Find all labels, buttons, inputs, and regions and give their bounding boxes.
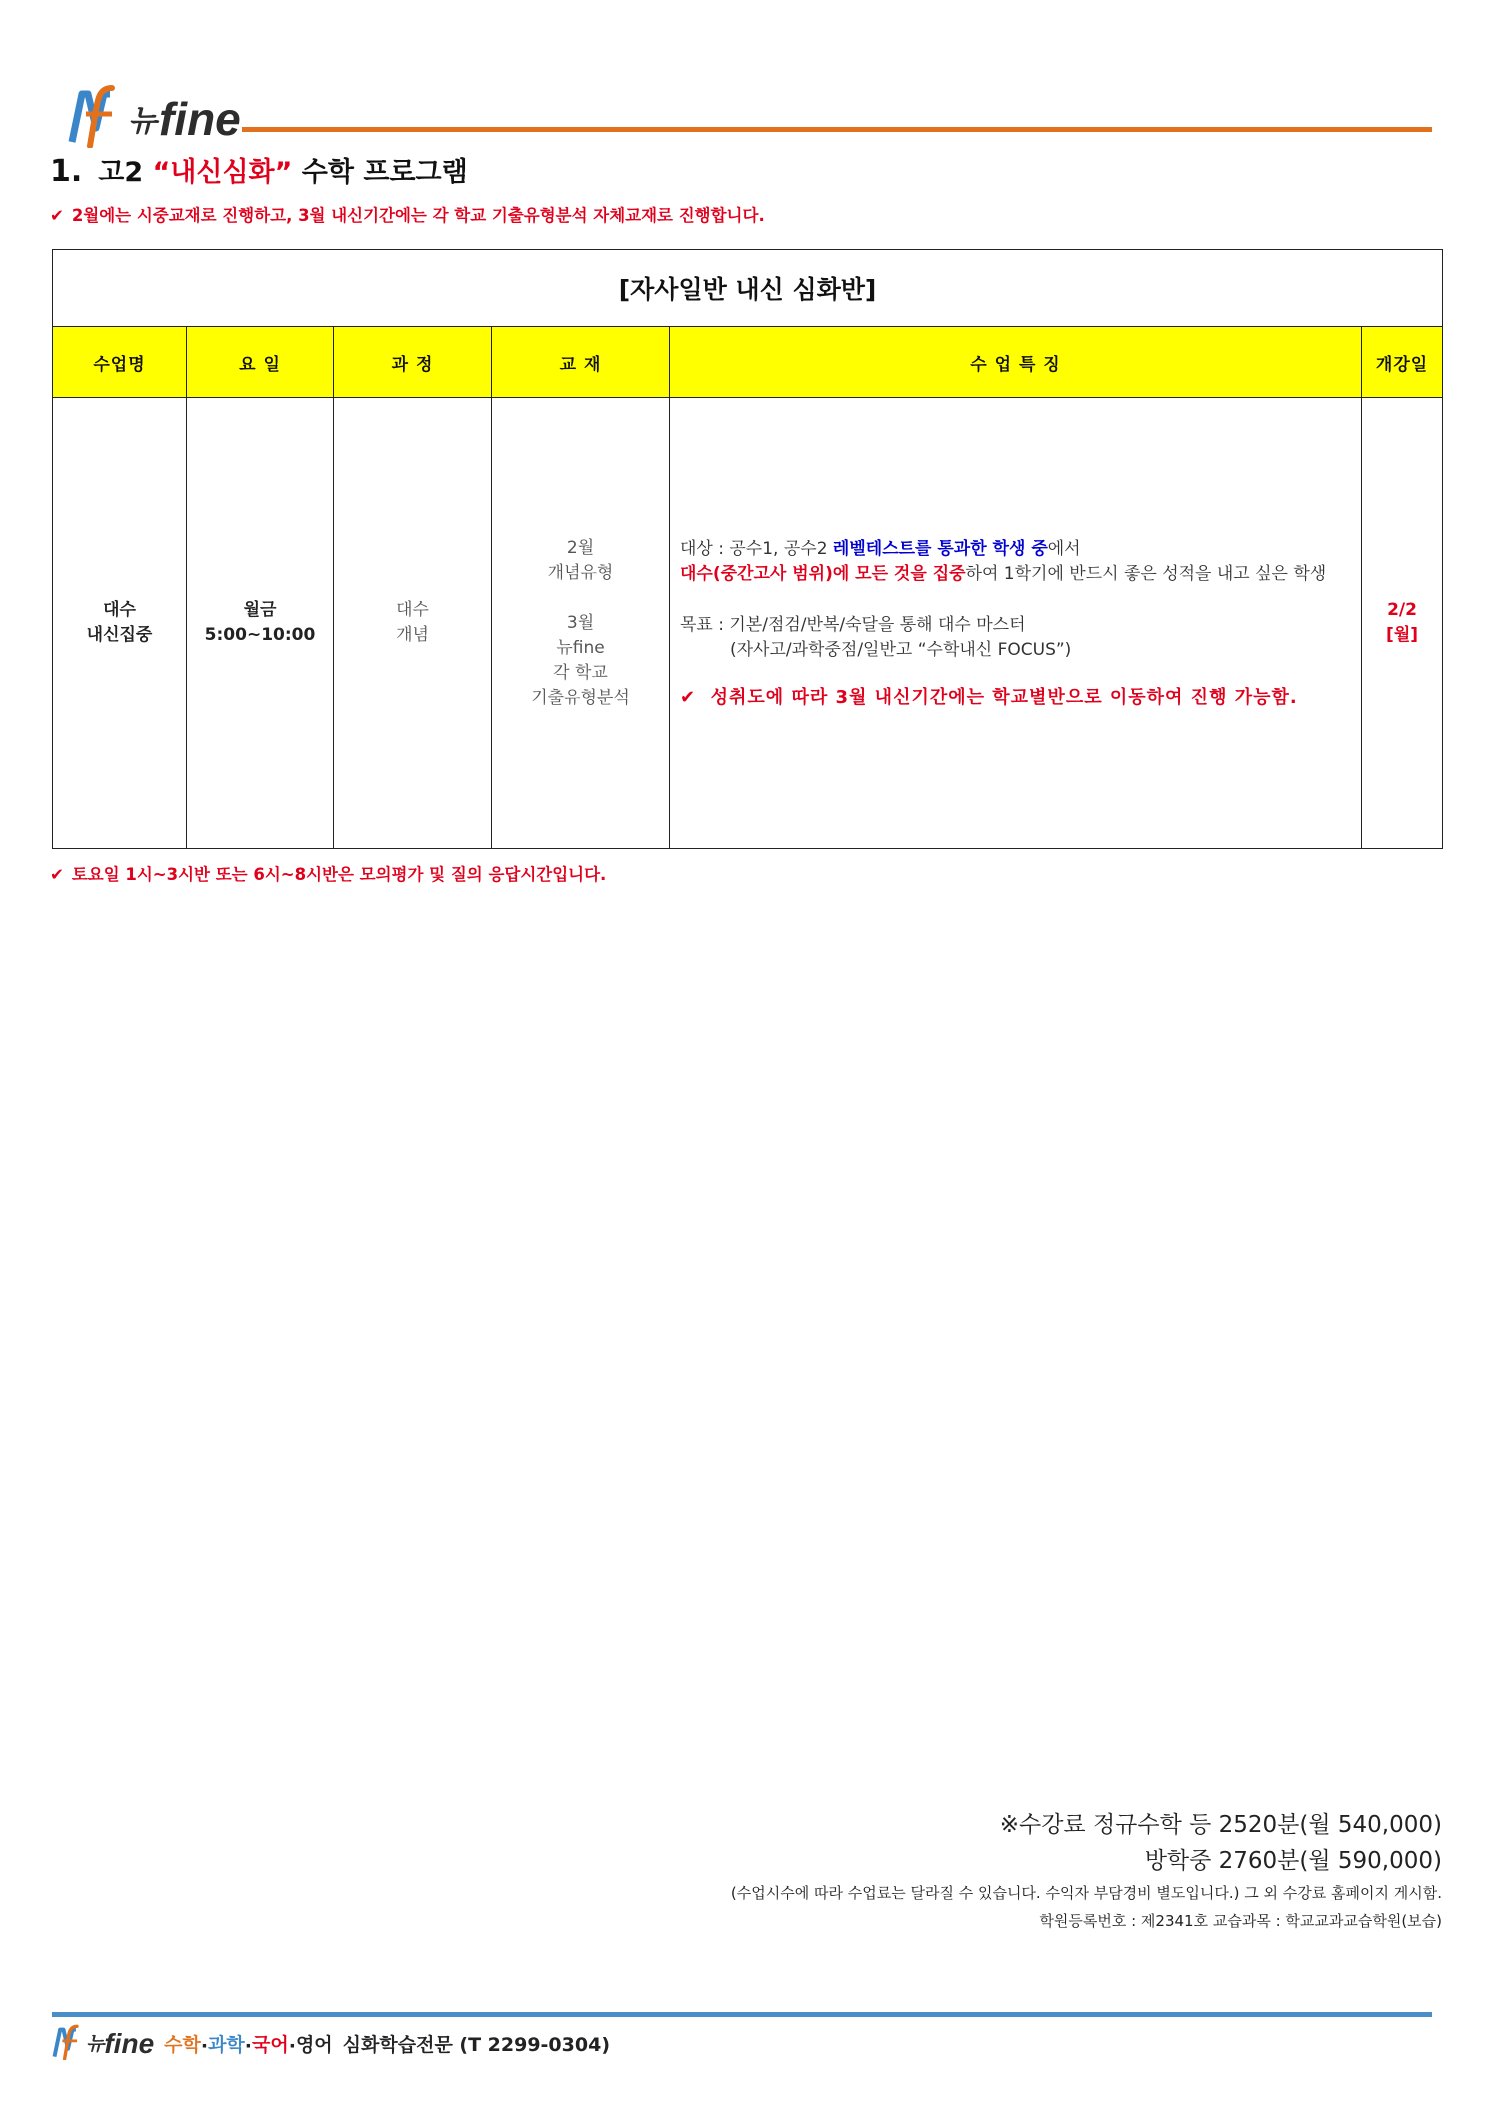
check-icon: ✔ (680, 686, 697, 708)
registration-info: 학원등록번호 : 제2341호 교습과목 : 학교교과교습학원(보습) (1039, 1912, 1442, 1930)
separator-dot: · (288, 2035, 296, 2057)
class-name-line: 대수 (103, 600, 136, 620)
cell-start-date (1362, 398, 1443, 849)
page-title (50, 150, 468, 189)
fee-disclaimer: (수업시수에 따라 수업료는 달라질 수 있습니다. 수익자 부담경비 별도입니다.) 그 외 수강료 홈페이지 게시함. (730, 1884, 1442, 1902)
program-table (52, 249, 1443, 849)
title-suffix: 수학 프로그램 (301, 157, 468, 188)
book-line: 기출유형분석 (531, 687, 630, 708)
brand-logo (66, 76, 241, 148)
feature-goal: 목표 : 기본/점검/반복/숙달을 통해 대수 마스터 (680, 614, 1026, 635)
class-name-line: 내신집중 (86, 625, 153, 645)
footer-logo-english: fine (104, 2028, 155, 2059)
warning-text: 성취도에 따라 3월 내신기간에는 학교별반으로 이동하여 진행 가능함. (710, 686, 1298, 708)
separator-dot: · (244, 2035, 253, 2057)
subject-science: 과학 (208, 2034, 245, 2056)
focus-highlight: 대수(중간고사 범위)에 모든 것을 집중 (680, 563, 966, 584)
header-features: 수 업 특 징 (670, 327, 1362, 398)
book-line: 3월 (566, 612, 595, 633)
feature-warning (680, 685, 1343, 710)
separator-dot: · (200, 2035, 209, 2057)
top-note (50, 202, 765, 226)
footer (50, 2024, 610, 2060)
check-icon: ✔ (50, 865, 64, 884)
start-weekday: [월] (1386, 625, 1419, 645)
feature-focus (680, 562, 1343, 587)
subject-english: 영어 (295, 2034, 333, 2056)
nf-logo-mark-icon (66, 84, 126, 148)
target-tail: 에서 (1047, 538, 1081, 559)
subject-math: 수학 (164, 2034, 201, 2056)
days-line: 월금 (243, 600, 277, 620)
cell-textbook (492, 398, 670, 849)
footer-tagline: 심화학습전문 (T 2299-0304) (342, 2034, 611, 2056)
start-date: 2/2 (1387, 600, 1417, 620)
course-line: 개념 (396, 625, 429, 645)
header-course: 과 정 (334, 327, 492, 398)
target-highlight: 레벨테스트를 통과한 학생 중 (832, 538, 1048, 559)
logo-korean-text: 뉴 (128, 104, 157, 139)
cell-features (670, 398, 1362, 849)
nf-logo-mark-icon (50, 2024, 86, 2060)
logo-english-text: fine (158, 93, 241, 145)
subject-korean: 국어 (252, 2034, 289, 2056)
feature-goal-sub: (자사고/과학중점/일반고 “수학내신 FOCUS”) (730, 639, 1072, 660)
header-start-date: 개강일 (1362, 327, 1443, 398)
book-line: 개념유형 (547, 562, 614, 583)
fee-regular: ※수강료 정규수학 등 2520분(월 540,000) (999, 1812, 1442, 1838)
header-class-name: 수업명 (53, 327, 187, 398)
feature-target (680, 537, 1343, 562)
table-title-row (53, 250, 1443, 327)
title-grade: 고2 (98, 157, 144, 188)
header-textbook: 교 재 (492, 327, 670, 398)
book-line: 각 학교 (553, 662, 608, 683)
book-line: 2월 (566, 537, 595, 558)
header-days: 요 일 (187, 327, 334, 398)
check-icon: ✔ (50, 206, 64, 225)
top-note-text: 2월에는 시중교재로 진행하고, 3월 내신기간에는 각 학교 기출유형분석 자체교재로 진행합니다. (71, 206, 765, 225)
table-row (53, 398, 1443, 849)
bottom-note (50, 861, 606, 885)
target-label: 대상 : 공수1, 공수2 (680, 538, 833, 559)
table-title: [자사일반 내신 심화반] (53, 250, 1443, 327)
cell-course (334, 398, 492, 849)
focus-tail: 하여 1학기에 반드시 좋은 성적을 내고 싶은 학생 (965, 563, 1327, 584)
footer-logo-korean: 뉴 (86, 2033, 105, 2055)
footer-divider (52, 2012, 1432, 2017)
cell-days (187, 398, 334, 849)
fee-vacation: 방학중 2760분(월 590,000) (1144, 1848, 1442, 1874)
table-header-row (53, 327, 1443, 398)
title-highlight: “내신심화” (152, 157, 293, 188)
bottom-note-text: 토요일 1시~3시반 또는 6시~8시반은 모의평가 및 질의 응답시간입니다. (71, 865, 607, 884)
course-line: 대수 (396, 600, 429, 620)
header-divider (242, 127, 1432, 132)
cell-class-name (53, 398, 187, 849)
section-number: 1. (50, 154, 83, 189)
time-line: 5:00~10:00 (204, 625, 316, 645)
book-line: 뉴fine (556, 637, 605, 658)
